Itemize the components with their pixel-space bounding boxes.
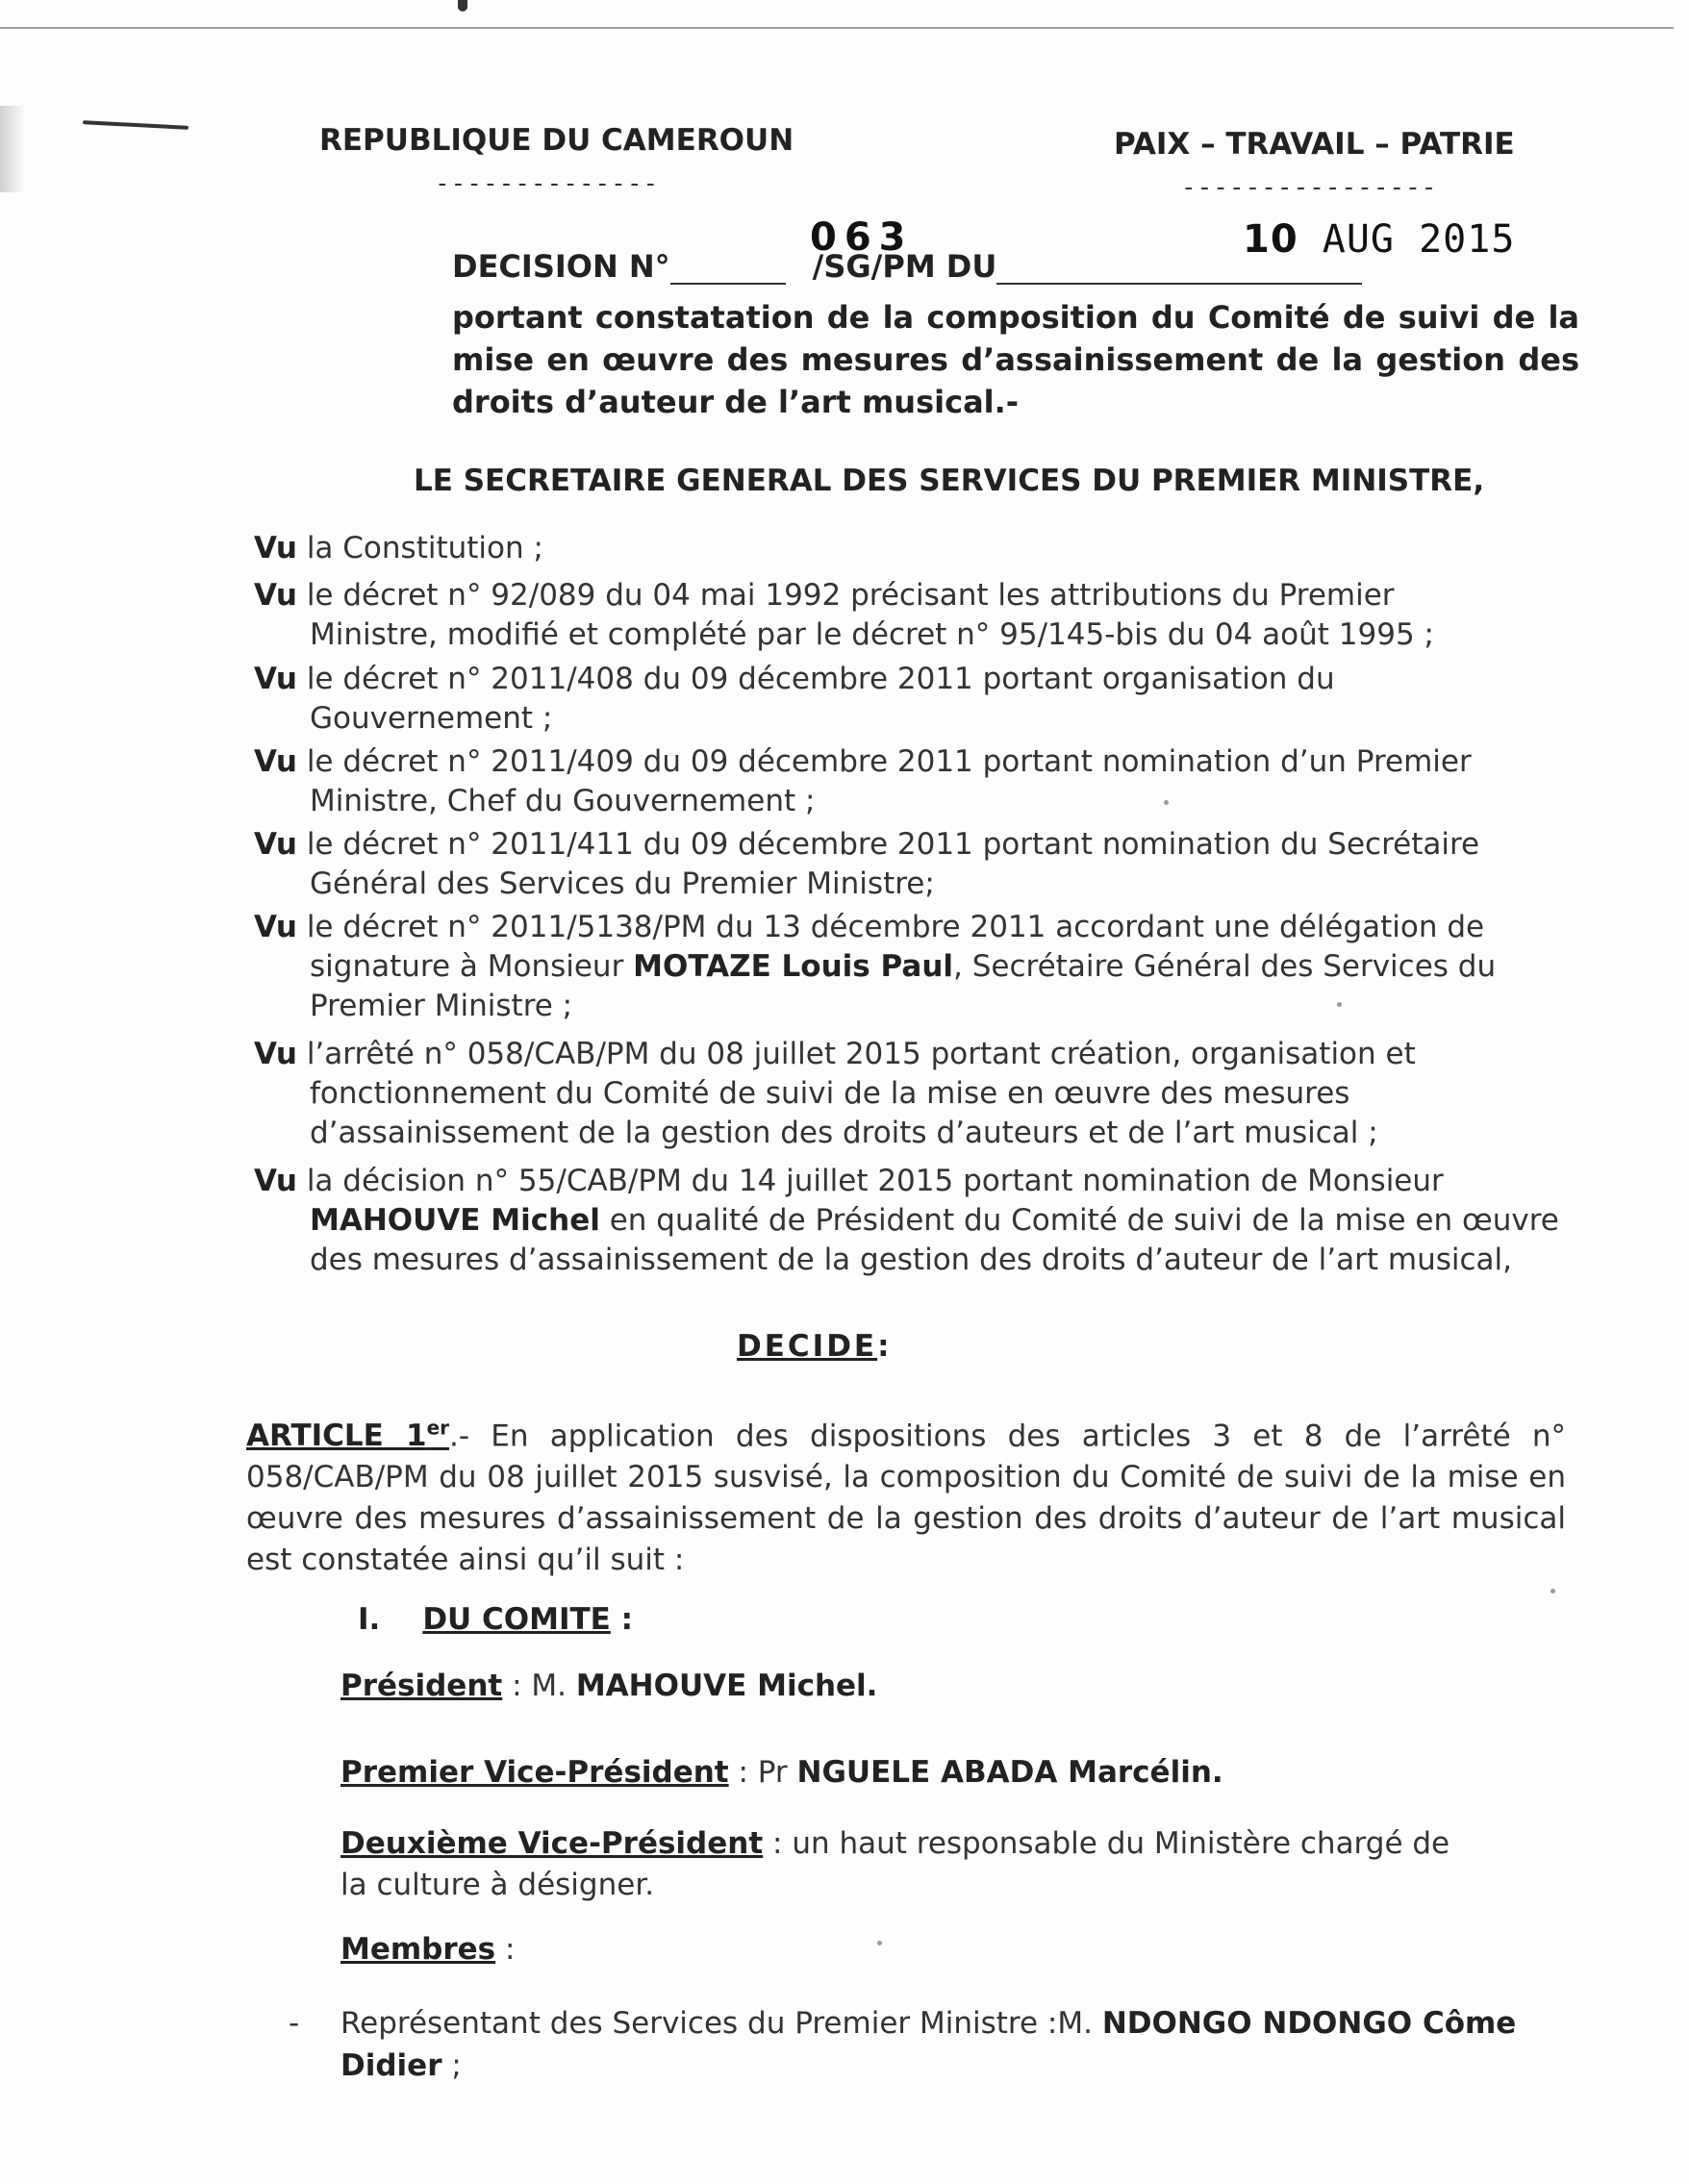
article-1-label: ARTICLE 1er bbox=[246, 1417, 449, 1454]
president-name-visa: MAHOUVE Michel bbox=[310, 1203, 600, 1238]
date-month-year: AUG 2015 bbox=[1322, 217, 1516, 262]
visa-7: Vu l’arrêté n° 058/CAB/PM du 08 juillet 2015 portant création, organisation et fonctionnement du Comité de suivi de la mise en œuvre des mesures d’assainissement de la gestion des droits d’auteurs et de l’art musical ; bbox=[254, 1037, 1416, 1150]
section-comite: I. DU COMITE : bbox=[358, 1602, 634, 1637]
scan-speck bbox=[877, 1941, 882, 1946]
visa-6: Vu le décret n° 2011/5138/PM du 13 décembre 2011 accordant une délégation de signature à Monsieur MOTAZE Louis Paul, Secrétaire Général des Services du Premier Ministre ; bbox=[254, 910, 1497, 1023]
header-republic-rule: -------------- bbox=[435, 169, 660, 198]
visa-8: Vu la décision n° 55/CAB/PM du 14 juillet 2015 portant nomination de Monsieur MAHOUVE Michel en qualité de Président du Comité de suivi de la mise en œuvre des mesures d’assainissement de la gestion des droits d’auteur de l’art musical, bbox=[254, 1164, 1559, 1277]
signatory-name: MOTAZE Louis Paul bbox=[633, 949, 954, 984]
article-1: ARTICLE 1er.- En application des dispositions des articles 3 et 8 de l’arrêté n° 058/CAB/PM du 08 juillet 2015 susvisé, la composition du Comité de suivi de la mise en œuvre des mesures d’assainissement de la gestion des droits d’auteur de l’art musical est constatée ainsi qu’il suit : bbox=[246, 1417, 1566, 1578]
decision-number-stamp: 063 bbox=[810, 215, 914, 260]
entry-first-vice-president: Premier Vice-Président : Pr NGUELE ABADA Marcélin. bbox=[340, 1755, 1223, 1790]
signatory-title: LE SECRETAIRE GENERAL DES SERVICES DU PREMIER MINISTRE, bbox=[414, 464, 1485, 498]
visa-5: Vu le décret n° 2011/411 du 09 décembre 2011 portant nomination du Secrétaire Général des Services du Premier Ministre; bbox=[254, 827, 1480, 901]
decide-heading: DECIDE: bbox=[737, 1329, 890, 1364]
member-item: - Représentant des Services du Premier Ministre :M. NDONGO NDONGO Côme Didier ; bbox=[289, 2002, 1568, 2087]
decision-date-stamp bbox=[1243, 217, 1515, 262]
scan-speck bbox=[1550, 1589, 1555, 1594]
visa-3: Vu le décret n° 2011/408 du 09 décembre 2011 portant organisation du Gouvernement ; bbox=[254, 662, 1335, 736]
scan-speck bbox=[1164, 800, 1169, 805]
scan-speck bbox=[1337, 1002, 1342, 1007]
scan-mark bbox=[458, 0, 467, 12]
entry-president: Président : M. MAHOUVE Michel. bbox=[340, 1669, 878, 1703]
date-day: 10 bbox=[1243, 217, 1298, 262]
decision-middle: /SG/PM DU bbox=[812, 248, 997, 285]
scan-border-line bbox=[0, 27, 1674, 29]
scan-edge-shadow bbox=[0, 106, 25, 192]
visa-4: Vu le décret n° 2011/409 du 09 décembre 2011 portant nomination d’un Premier Ministre, Chef du Gouvernement ; bbox=[254, 744, 1472, 818]
article-1-text: En application des dispositions des articles 3 et 8 de l’arrêté n° 058/CAB/PM du 08 juillet 2015 susvisé, la composition du Comité de suivi de la mise en œuvre des mesures d’assainissement de la gestion des droits d’auteur de l’art musical est constatée ainsi qu’il suit : bbox=[246, 1418, 1566, 1578]
visa-1: Vu la Constitution ; bbox=[254, 531, 543, 565]
entry-second-vice-president: Deuxième Vice-Président : un haut responsable du Ministère chargé de la culture à désigner. bbox=[340, 1826, 1450, 1902]
scan-pen-stroke bbox=[83, 120, 189, 130]
visa-2: Vu le décret n° 92/089 du 04 mai 1992 précisant les attributions du Premier Ministre, modifié et complété par le décret n° 95/145-bis du 04 août 1995 ; bbox=[254, 578, 1434, 652]
entry-members-heading: Membres : bbox=[340, 1932, 516, 1967]
list-bullet: - bbox=[289, 2006, 300, 2041]
header-republic: REPUBLIQUE DU CAMEROUN bbox=[319, 123, 794, 158]
header-motto: PAIX – TRAVAIL – PATRIE bbox=[1114, 127, 1515, 162]
header-motto-rule: ---------------- bbox=[1181, 173, 1438, 202]
decision-subject: portant constatation de la composition du Comité de suivi de la mise en œuvre des mesures d’assainissement de la gestion des droits d’auteur de l’art musical.- bbox=[452, 299, 1579, 420]
decision-prefix: DECISION N° bbox=[452, 248, 670, 285]
decision-number-blank bbox=[670, 256, 786, 285]
